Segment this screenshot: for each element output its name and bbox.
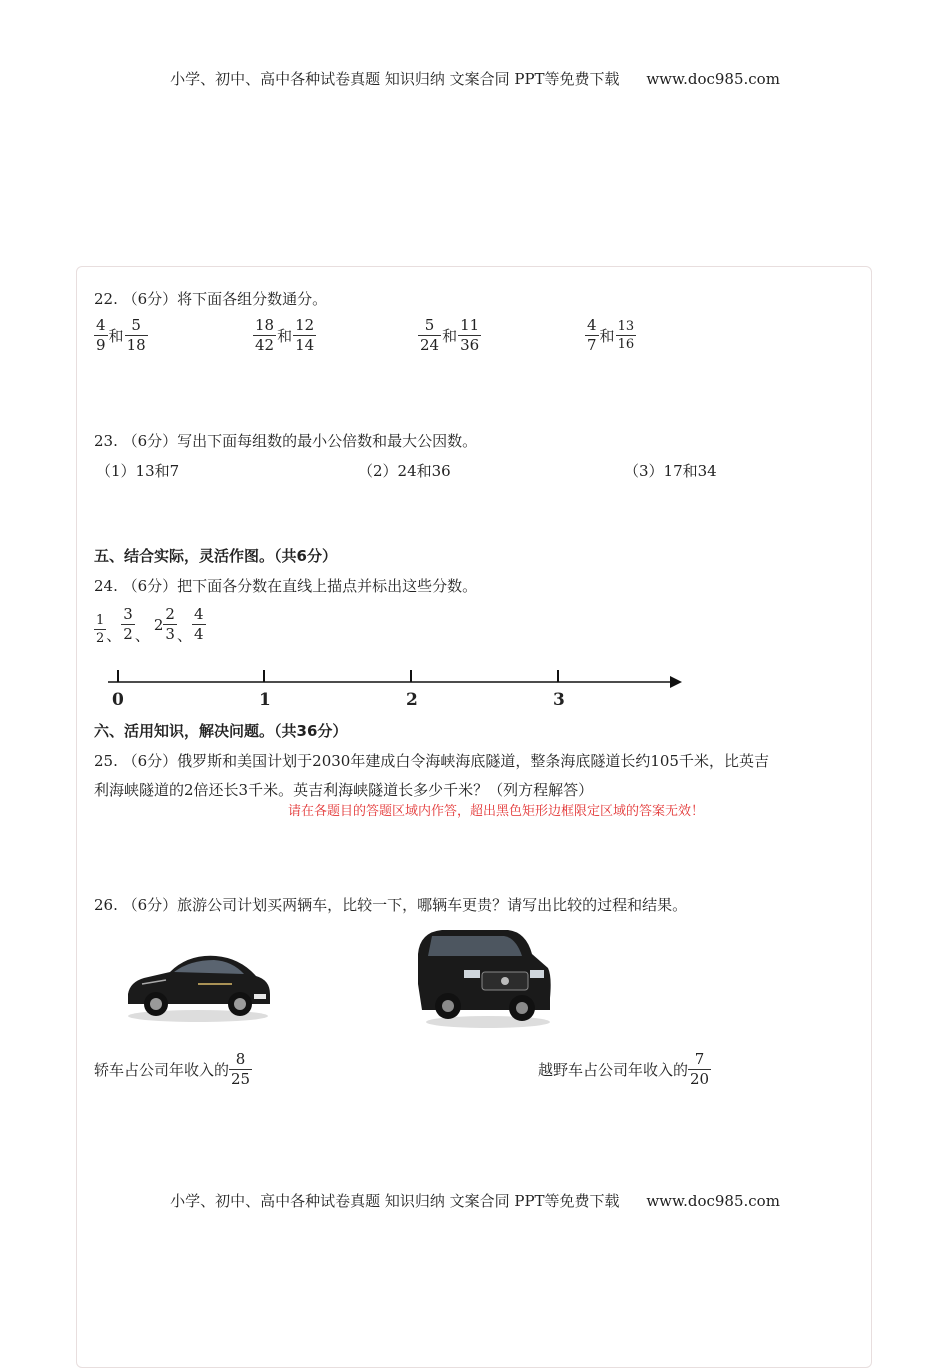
- fraction: $\frac{5}{24}$: [420, 316, 440, 354]
- section-6-title: 六、活用知识，解决问题。（共36分）: [94, 722, 348, 740]
- answer-area-warning: 请在各题目的答题区域内作答，超出黑色矩形边框限定区域的答案无效！: [288, 804, 705, 819]
- sedan-car-image: [122, 944, 274, 1024]
- q26-stem: 26. （6分）旅游公司计划买两辆车，比较一下，哪辆车更贵？请写出比较的过程和结果。: [94, 896, 688, 914]
- car-1-caption: [94, 1052, 252, 1087]
- tick-label-0: 0: [112, 690, 124, 710]
- car-2-caption: [538, 1052, 711, 1087]
- footer-text: 小学、初中、高中各种试卷真题 知识归纳 文案合同 PPT等免费下载: [170, 1192, 620, 1210]
- fraction: $\frac{12}{14}$: [295, 316, 315, 354]
- car-1-label: 轿车占公司年收入的: [94, 1061, 230, 1079]
- fraction: $\frac{18}{42}$: [255, 316, 275, 354]
- q25-line-2: 利海峡隧道的2倍还长3千米。英吉利海峡隧道长多少千米？（列方程解答）: [94, 781, 594, 799]
- tick-label-2: 2: [406, 690, 418, 710]
- q22-pair-2: [253, 318, 316, 353]
- connector: 和: [442, 327, 458, 345]
- q24-stem: 24. （6分）把下面各分数在直线上描点并标出这些分数。: [94, 577, 478, 595]
- q23-item-1: （1）13和7: [96, 462, 180, 480]
- connector: 和: [108, 327, 124, 345]
- separator: 、: [134, 626, 150, 645]
- q23-stem: 23. （6分）写出下面每组数的最小公倍数和最大公因数。: [94, 432, 478, 450]
- tick-label-1: 1: [259, 690, 271, 710]
- q24-fractions: [94, 604, 206, 646]
- q22-pair-4: [585, 318, 636, 353]
- header-site[interactable]: www.doc985.com: [646, 70, 780, 88]
- fraction: $\frac{5}{18}$: [126, 316, 146, 354]
- fraction: $\frac{4}{4}$: [193, 605, 204, 643]
- fraction: $\frac{7}{20}$: [690, 1050, 710, 1088]
- suv-car-image: [412, 924, 554, 1030]
- section-5-title: 五、结合实际，灵活作图。（共6分）: [94, 547, 337, 565]
- q23-item-2: （2）24和36: [358, 462, 451, 480]
- fraction: $\frac{3}{2}$: [123, 605, 133, 643]
- fraction: $\frac{4}{9}$: [96, 316, 106, 354]
- separator: 、: [176, 626, 192, 645]
- fraction: $\frac{13}{16}$: [617, 319, 635, 352]
- fraction: $\frac{8}{25}$: [231, 1050, 251, 1088]
- q22-pair-3: [418, 318, 481, 353]
- fraction: $\frac{2}{3}$: [165, 605, 175, 643]
- header-text: 小学、初中、高中各种试卷真题 知识归纳 文案合同 PPT等免费下载: [170, 70, 620, 88]
- page-footer: [0, 1190, 950, 1211]
- q23-item-3: （3）17和34: [624, 462, 717, 480]
- mixed-number-whole: 2: [153, 615, 164, 634]
- page-header: [0, 68, 950, 89]
- connector: 和: [277, 327, 293, 345]
- fraction: $\frac{1}{2}$: [96, 613, 105, 646]
- separator: 、: [106, 626, 122, 645]
- q25-line-1: 25. （6分）俄罗斯和美国计划于2030年建成白令海峡海底隧道，整条海底隧道长约105千米，比英吉: [94, 752, 769, 770]
- q22-pair-1: [94, 318, 148, 353]
- number-line: [100, 664, 700, 714]
- fraction: $\frac{11}{36}$: [460, 316, 480, 354]
- arrow-head-icon: [670, 676, 682, 688]
- footer-site[interactable]: www.doc985.com: [646, 1192, 780, 1210]
- car-2-label: 越野车占公司年收入的: [538, 1061, 689, 1079]
- connector: 和: [599, 327, 615, 345]
- fraction: $\frac{4}{7}$: [587, 316, 597, 354]
- q22-stem: 22. （6分）将下面各组分数通分。: [94, 290, 328, 308]
- tick-label-3: 3: [553, 690, 565, 710]
